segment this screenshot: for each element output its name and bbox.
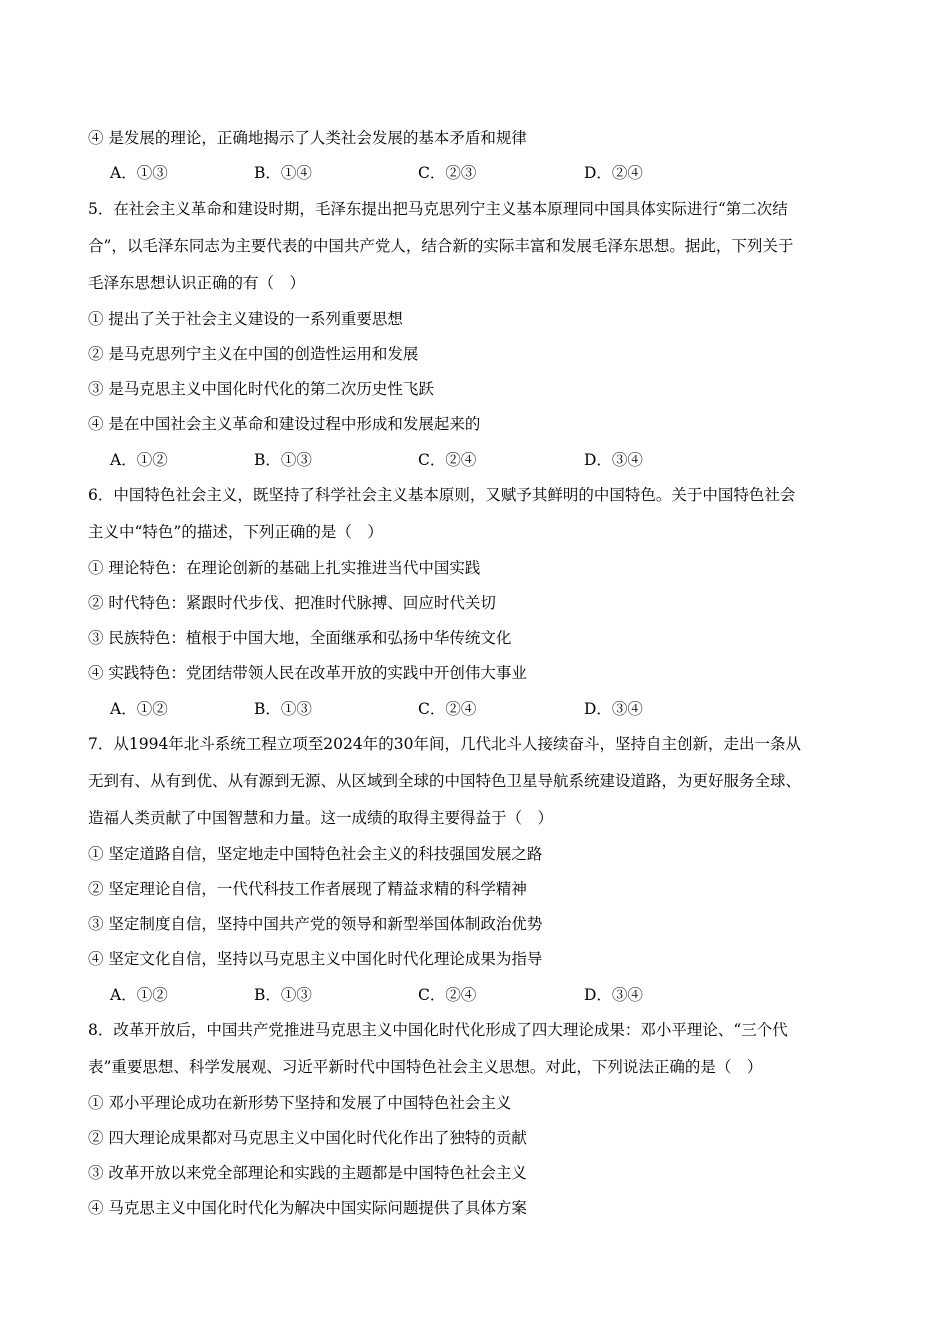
q4-item-4: ④ 是发展的理论，正确地揭示了人类社会发展的基本矛盾和规律 [88, 129, 527, 147]
q7-stem-line-2: 无到有、从有到优、从有源到无源、从区域到全球的中国特色卫星导航系统建设道路，为更好服务全球、 [88, 772, 802, 790]
q5-stem-line-1: 5．在社会主义革命和建设时期，毛泽东提出把马克思列宁主义基本原理同中国具体实际进行“第二次结 [88, 200, 788, 218]
q8-stem-line-1: 8．改革开放后，中国共产党推进马克思主义中国化时代化形成了四大理论成果：邓小平理论、“三个代 [88, 1021, 788, 1039]
q5-item-4: ④ 是在中国社会主义革命和建设过程中形成和发展起来的 [88, 415, 481, 433]
q6-option-c: C．②④ [418, 700, 477, 718]
q7-item-2: ② 坚定理论自信，一代代科技工作者展现了精益求精的科学精神 [88, 880, 527, 898]
q5-item-2: ② 是马克思列宁主义在中国的创造性运用和发展 [88, 345, 419, 363]
q7-option-c: C．②④ [418, 986, 477, 1004]
q7-item-3: ③ 坚定制度自信，坚持中国共产党的领导和新型举国体制政治优势 [88, 915, 543, 933]
q6-stem-line-1: 6．中国特色社会主义，既坚持了科学社会主义基本原则，又赋予其鲜明的中国特色。关于中国特色社会 [88, 486, 796, 504]
q7-stem-line-3: 造福人类贡献了中国智慧和力量。这一成绩的取得主要得益于（ ） [88, 809, 554, 827]
q5-item-1: ① 提出了关于社会主义建设的一系列重要思想 [88, 310, 403, 328]
q5-option-c: C．②④ [418, 451, 477, 469]
q8-item-3: ③ 改革开放以来党全部理论和实践的主题都是中国特色社会主义 [88, 1164, 527, 1182]
q5-item-3: ③ 是马克思主义中国化时代化的第二次历史性飞跃 [88, 380, 434, 398]
q5-option-b: B．①③ [254, 451, 312, 469]
q8-stem-line-2: 表”重要思想、科学发展观、习近平新时代中国特色社会主义思想。对此，下列说法正确的是（ ） [88, 1058, 763, 1076]
q8-item-2: ② 四大理论成果都对马克思主义中国化时代化作出了独特的贡献 [88, 1129, 527, 1147]
q4-option-b: B．①④ [254, 164, 312, 182]
q4-option-a: A．①③ [110, 164, 168, 182]
q6-item-4: ④ 实践特色：党团结带领人民在改革开放的实践中开创伟大事业 [88, 664, 527, 682]
q6-option-b: B．①③ [254, 700, 312, 718]
q6-item-3: ③ 民族特色：植根于中国大地，全面继承和弘扬中华传统文化 [88, 629, 512, 647]
q7-item-4: ④ 坚定文化自信，坚持以马克思主义中国化时代化理论成果为指导 [88, 950, 543, 968]
q6-item-1: ① 理论特色：在理论创新的基础上扎实推进当代中国实践 [88, 559, 481, 577]
q5-option-a: A．①② [110, 451, 168, 469]
q6-option-a: A．①② [110, 700, 168, 718]
q6-stem-line-2: 主义中“特色”的描述，下列正确的是（ ） [88, 523, 383, 541]
q4-option-c: C．②③ [418, 164, 477, 182]
q5-option-d: D．③④ [584, 451, 643, 469]
q5-stem-line-2: 合”，以毛泽东同志为主要代表的中国共产党人，结合新的实际丰富和发展毛泽东思想。据此，下列关于 [88, 237, 794, 255]
q8-item-1: ① 邓小平理论成功在新形势下坚持和发展了中国特色社会主义 [88, 1094, 512, 1112]
q5-stem-line-3: 毛泽东思想认识正确的有（ ） [88, 274, 306, 292]
q7-option-b: B．①③ [254, 986, 312, 1004]
q7-item-1: ① 坚定道路自信，坚定地走中国特色社会主义的科技强国发展之路 [88, 845, 543, 863]
q7-option-d: D．③④ [584, 986, 643, 1004]
q8-item-4: ④ 马克思主义中国化时代化为解决中国实际问题提供了具体方案 [88, 1199, 527, 1217]
q7-stem-line-1: 7．从1994年北斗系统工程立项至2024年的30年间，几代北斗人接续奋斗，坚持自主创新，走出一条从 [88, 735, 801, 753]
q6-option-d: D．③④ [584, 700, 643, 718]
q4-option-d: D．②④ [584, 164, 643, 182]
q6-item-2: ② 时代特色：紧跟时代步伐、把准时代脉搏、回应时代关切 [88, 594, 496, 612]
q7-option-a: A．①② [110, 986, 168, 1004]
